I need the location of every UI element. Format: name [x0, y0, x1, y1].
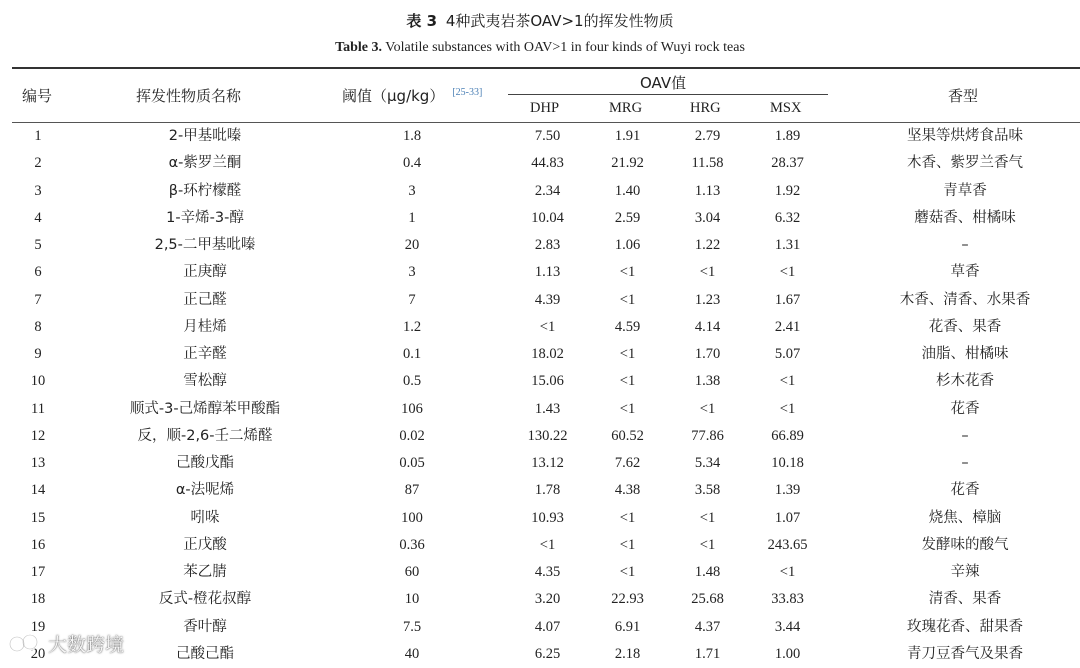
table-row: [0, 368, 1080, 395]
substance-name: 正庚醇: [183, 264, 227, 281]
oav-hrg: 11.58: [691, 155, 724, 172]
oav-msx: <1: [779, 264, 796, 281]
threshold-value: 1.8: [402, 128, 422, 144]
oav-msx: 1.67: [774, 291, 801, 308]
substance-name: 顺式-3-己烯醇苯甲酸酯: [129, 400, 281, 417]
threshold-value: 40: [404, 645, 420, 662]
header-name: 挥发性物质名称: [136, 87, 242, 105]
oav-hrg: 3.04: [694, 209, 721, 226]
oav-mrg: 60.52: [611, 427, 644, 444]
table-caption-en: Volatile substances with OAV>1 in four kinds of Wuyi rock teas: [385, 40, 745, 55]
table-row: [0, 641, 1080, 668]
threshold-value: 1: [408, 209, 416, 226]
oav-mrg: 1.40: [614, 182, 641, 199]
oav-dhp: 2.83: [534, 237, 561, 253]
substance-name: 正辛醛: [183, 346, 227, 362]
table-label-cn: 表 3: [406, 12, 438, 30]
table-row: [0, 586, 1080, 613]
oav-dhp: 7.50: [534, 128, 561, 144]
row-no: 17: [30, 564, 46, 580]
oav-msx: 243.65: [767, 536, 808, 553]
row-no: 19: [30, 618, 46, 635]
aroma-type: 青刀豆香气及果香: [907, 645, 1023, 662]
row-no: 13: [30, 455, 46, 471]
oav-mrg: 22.93: [611, 591, 644, 608]
oav-hrg: 5.34: [694, 455, 721, 471]
threshold-value: 7.5: [402, 618, 422, 635]
aroma-type: 花香: [950, 400, 980, 417]
substance-name: 吲哚: [190, 509, 220, 526]
aroma-type: 玫瑰花香、甜果香: [907, 618, 1023, 635]
aroma-type: 烧焦、樟脑: [928, 509, 1002, 526]
table-row: [0, 232, 1080, 259]
substance-name: 1-辛烯-3-醇: [166, 209, 244, 226]
table-row: [0, 477, 1080, 504]
oav-mrg: 2.59: [614, 209, 641, 226]
aroma-type: –: [961, 237, 969, 253]
header-mrg: MRG: [609, 100, 643, 116]
header-threshold: [342, 85, 482, 106]
substance-name: 苯乙腈: [183, 564, 227, 580]
table-row: [0, 532, 1080, 559]
header-threshold-label: 阈值（μg/kg）: [342, 87, 445, 105]
oav-dhp: 18.02: [531, 346, 564, 362]
table-row: [0, 614, 1080, 641]
aroma-type: 草香: [950, 264, 980, 281]
threshold-value: 0.36: [399, 536, 425, 553]
table-row: [0, 396, 1080, 423]
oav-dhp: 10.93: [531, 509, 564, 526]
oav-mrg: <1: [619, 536, 636, 553]
oav-mrg: <1: [619, 373, 636, 390]
row-no: 16: [30, 536, 46, 553]
oav-hrg: 2.79: [694, 128, 721, 144]
oav-hrg: <1: [699, 509, 716, 526]
oav-mrg: <1: [619, 564, 636, 580]
oav-msx: 3.44: [774, 618, 801, 635]
row-no: 11: [31, 400, 45, 417]
watermark-text: 大数跨境: [48, 633, 125, 656]
threshold-value: 10: [404, 591, 420, 608]
table-row: [0, 423, 1080, 450]
row-no: 3: [34, 182, 42, 199]
oav-hrg: 1.48: [694, 564, 721, 580]
oav-msx: 5.07: [774, 346, 801, 362]
oav-dhp: 4.35: [534, 564, 561, 580]
oav-msx: 28.37: [771, 155, 804, 172]
table-row: [0, 287, 1080, 314]
threshold-value: 0.1: [402, 346, 422, 362]
header-hrg: HRG: [690, 100, 721, 116]
aroma-type: 花香: [950, 482, 980, 499]
oav-mrg: 6.91: [614, 618, 641, 635]
oav-hrg: 25.68: [691, 591, 724, 608]
table-row: [0, 123, 1080, 150]
row-no: 7: [34, 291, 42, 308]
oav-msx: 1.39: [774, 482, 801, 499]
oav-mrg: 2.18: [614, 645, 641, 662]
header-msx: MSX: [770, 100, 802, 116]
oav-dhp: 1.78: [534, 482, 561, 499]
oav-msx: 1.31: [774, 237, 801, 253]
substance-name: α-紫罗兰酮: [168, 155, 242, 172]
aroma-type: 辛辣: [950, 564, 980, 580]
threshold-reference-link[interactable]: [25-33]: [452, 87, 483, 98]
oav-mrg: <1: [619, 509, 636, 526]
aroma-type: 杉木花香: [936, 373, 994, 390]
threshold-value: 1.2: [402, 318, 422, 335]
oav-hrg: 1.38: [694, 373, 721, 390]
row-no: 18: [30, 591, 46, 608]
substance-name: 己酸己酯: [176, 645, 234, 662]
header-aroma: 香型: [948, 87, 979, 105]
oav-dhp: 13.12: [531, 455, 564, 471]
table-caption-cn: 4种武夷岩茶OAV>1的挥发性物质: [445, 12, 674, 30]
header-oav: OAV值: [640, 74, 687, 92]
oav-hrg: 77.86: [691, 427, 724, 444]
oav-dhp: 15.06: [531, 373, 564, 390]
oav-dhp: 10.04: [531, 209, 564, 226]
oav-hrg: 1.13: [694, 182, 721, 199]
table-row: [0, 505, 1080, 532]
row-no: 4: [34, 209, 42, 226]
aroma-type: 发酵味的酸气: [921, 536, 1009, 553]
oav-msx: 1.07: [774, 509, 801, 526]
substance-name: α-法呢烯: [175, 482, 235, 499]
row-no: 14: [30, 482, 46, 499]
aroma-type: 蘑菇香、柑橘味: [914, 209, 1016, 226]
table-row: [0, 205, 1080, 232]
header-no: 编号: [22, 87, 53, 105]
threshold-value: 20: [404, 237, 420, 253]
oav-msx: <1: [779, 373, 796, 390]
oav-hrg: 4.37: [694, 618, 721, 635]
threshold-value: 106: [401, 400, 423, 417]
table-row: [0, 150, 1080, 177]
table-row: [0, 450, 1080, 477]
oav-msx: 33.83: [771, 591, 804, 608]
oav-msx: 10.18: [771, 455, 804, 471]
oav-mrg: <1: [619, 291, 636, 308]
row-no: 5: [34, 237, 42, 253]
oav-msx: 66.89: [771, 427, 804, 444]
oav-mrg: <1: [619, 400, 636, 417]
oav-dhp: 44.83: [531, 155, 564, 172]
table-label-en: Table 3.: [335, 40, 383, 55]
aroma-type: 青草香: [943, 182, 987, 199]
substance-name: 2-甲基吡嗪: [168, 128, 242, 144]
aroma-type: –: [961, 455, 969, 471]
substance-name: 反式-橙花叔醇: [158, 591, 252, 608]
oav-mrg: <1: [619, 264, 636, 281]
oav-msx: 1.89: [774, 128, 801, 144]
aroma-type: 坚果等烘烤食品味: [907, 128, 1023, 144]
row-no: 20: [30, 645, 46, 662]
substance-name: 雪松醇: [183, 373, 227, 390]
row-no: 12: [30, 427, 46, 444]
oav-mrg: 7.62: [614, 455, 641, 471]
oav-dhp: <1: [539, 318, 556, 335]
oav-hrg: 4.14: [694, 318, 721, 335]
substance-name: β-环柠檬醛: [168, 182, 242, 199]
threshold-value: 0.05: [399, 455, 425, 471]
oav-msx: <1: [779, 400, 796, 417]
row-no: 6: [34, 264, 42, 281]
row-no: 8: [34, 318, 42, 335]
oav-hrg: 1.70: [694, 346, 721, 362]
oav-hrg: <1: [699, 536, 716, 553]
substance-name: 香叶醇: [183, 618, 227, 635]
oav-dhp: 130.22: [527, 427, 568, 444]
table-title-en: [0, 40, 1080, 56]
oav-msx: 2.41: [774, 318, 801, 335]
oav-dhp: 2.34: [534, 182, 561, 199]
oav-msx: <1: [779, 564, 796, 580]
table-row: [0, 559, 1080, 586]
row-no: 9: [34, 346, 42, 362]
substance-name: 己酸戊酯: [176, 455, 234, 471]
threshold-value: 0.5: [402, 373, 422, 390]
oav-dhp: 4.39: [534, 291, 561, 308]
aroma-type: –: [961, 427, 969, 444]
oav-msx: 1.00: [774, 645, 801, 662]
oav-dhp: 1.43: [534, 400, 561, 417]
oav-dhp: 3.20: [534, 591, 561, 608]
oav-hrg: 3.58: [694, 482, 721, 499]
oav-hrg: <1: [699, 400, 716, 417]
substance-name: 2,5-二甲基吡嗪: [154, 237, 256, 253]
oav-mrg: 1.91: [614, 128, 641, 144]
row-no: 2: [34, 155, 42, 172]
header-dhp: DHP: [530, 100, 560, 116]
table-top-rule: [12, 67, 1080, 69]
oav-hrg: 1.23: [694, 291, 721, 308]
aroma-type: 花香、果香: [928, 318, 1002, 335]
substance-name: 月桂烯: [183, 318, 227, 335]
oav-mrg: 1.06: [614, 237, 641, 253]
threshold-value: 3: [408, 182, 416, 199]
aroma-type: 清香、果香: [928, 591, 1002, 608]
oav-msx: 1.92: [774, 182, 801, 199]
oav-hrg: 1.22: [694, 237, 721, 253]
threshold-value: 3: [408, 264, 416, 281]
row-no: 1: [34, 128, 42, 144]
oav-mrg: <1: [619, 346, 636, 362]
table-row: [0, 341, 1080, 368]
table-row: [0, 259, 1080, 286]
oav-msx: 6.32: [774, 209, 801, 226]
oav-mrg: 4.38: [614, 482, 641, 499]
threshold-value: 0.4: [402, 155, 422, 172]
table-row: [0, 178, 1080, 205]
aroma-type: 油脂、柑橘味: [921, 346, 1009, 362]
threshold-value: 0.02: [399, 427, 425, 444]
oav-dhp: 6.25: [534, 645, 561, 662]
aroma-type: 木香、清香、水果香: [899, 291, 1031, 308]
substance-name: 正戊酸: [183, 536, 227, 553]
oav-hrg: <1: [699, 264, 716, 281]
threshold-value: 60: [404, 564, 420, 580]
oav-dhp: 4.07: [534, 618, 561, 635]
row-no: 15: [30, 509, 46, 526]
oav-hrg: 1.71: [694, 645, 721, 662]
oav-mrg: 21.92: [611, 155, 644, 172]
table-title-cn: [0, 10, 1080, 31]
aroma-type: 木香、紫罗兰香气: [907, 155, 1023, 172]
substance-name: 反，顺-2,6-壬二烯醛: [137, 427, 273, 444]
oav-dhp: <1: [539, 536, 556, 553]
substance-name: 正己醛: [183, 291, 227, 308]
oav-dhp: 1.13: [534, 264, 561, 281]
threshold-value: 100: [401, 509, 423, 526]
oav-group-rule: [508, 94, 828, 95]
threshold-value: 87: [404, 482, 420, 499]
table-row: [0, 314, 1080, 341]
threshold-value: 7: [408, 291, 416, 308]
row-no: 10: [30, 373, 46, 390]
oav-mrg: 4.59: [614, 318, 641, 335]
